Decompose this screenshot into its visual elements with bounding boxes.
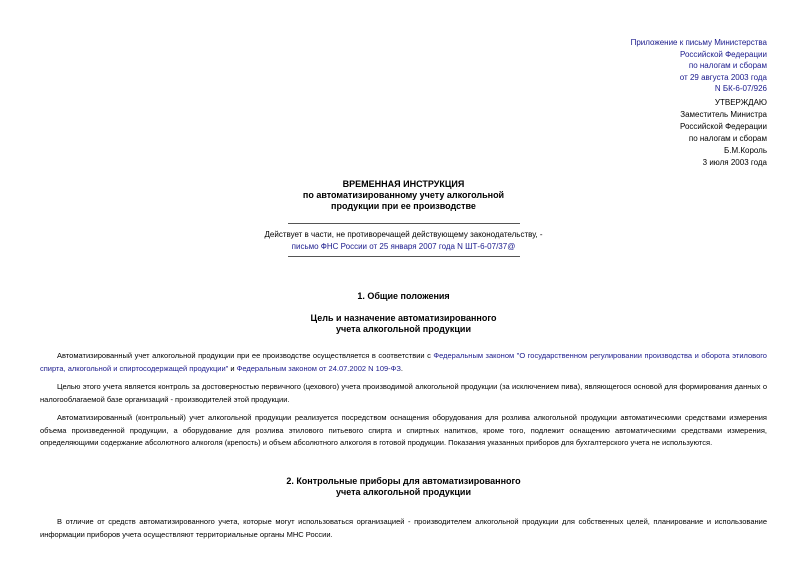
approval-line: УТВЕРЖДАЮ	[714, 98, 767, 107]
appendix-line: Приложение к письму Министерства	[630, 38, 767, 47]
heading-line: учета алкогольной продукции	[336, 487, 471, 497]
federal-law-link[interactable]: Федеральным законом "О государственном регулировании производства и оборота этилового спирта, алкогольной и спиртосодержащей продукции"	[40, 351, 767, 373]
section-1-heading: 1. Общие положения	[357, 291, 450, 301]
appendix-line: по налогам и сборам	[688, 61, 767, 70]
subheading-line: Цель и назначение автоматизированного	[310, 313, 497, 323]
appendix-line: от 29 августа 2003 года	[679, 72, 767, 82]
paragraph-2-1: В отличие от средств автоматизированного учета, которые могут использоваться организацией - производителем алкогольной продукции для собственных целей, планирование и использование информации приборов учета осуществляют территориальные органы МНС России.	[40, 517, 767, 539]
paragraph-text: и	[228, 363, 237, 373]
title-line: продукции при ее производстве	[331, 201, 476, 211]
divider-top	[288, 223, 520, 224]
appendix-line: N БК-6-07/926	[714, 84, 767, 93]
section-2-heading	[0, 476, 807, 498]
federal-law-109-link[interactable]: Федеральным законом от 24.07.2002 N 109-ФЗ	[236, 363, 401, 373]
paragraph-text: .	[400, 363, 403, 373]
status-note	[0, 229, 807, 253]
approval-line: Заместитель Министра	[680, 110, 767, 119]
approval-line: Российской Федерации	[680, 122, 767, 131]
appendix-reference[interactable]	[631, 37, 767, 95]
paragraph-1-2: Целью этого учета является контроль за достоверностью первичного (цехового) учета производимой алкогольной продукции (за исключением пива), являющегося основой для формирования данных о налогооблагаемой базе организаций - производителей этой продукции.	[40, 382, 767, 404]
paragraph-1-1	[40, 350, 767, 375]
approval-block	[680, 97, 767, 169]
section-1-subheading	[0, 313, 807, 335]
document-title	[0, 179, 807, 212]
approval-line: 3 июля 2003 года	[702, 158, 767, 167]
subheading-line: учета алкогольной продукции	[336, 324, 471, 334]
approval-line: Б.М.Король	[723, 146, 767, 155]
status-note-text: Действует в части, не противоречащей действующему законодательству, -	[264, 230, 543, 239]
title-line: по автоматизированному учету алкогольной	[302, 190, 505, 200]
approval-line: по налогам и сборам	[688, 134, 767, 143]
paragraph-1-3: Автоматизированный (контрольный) учет алкогольной продукции реализуется посредством оснащения оборудования для розлива алкогольной продукции автоматическими средствами измерения объема произведенной продукции, а оборудование для розлива этилового питьевого спирта и спиртных напитков, кроме того, подлежит оснащению автоматическими средствами измерения, определяющими содержание абсолютного алкоголя (крепость) и объем абсолютного алкоголя в готовой продукции. Показания указанных приборов для бухгалтерского учета не используются.	[40, 413, 767, 447]
heading-line: 2. Контрольные приборы для автоматизированного	[286, 476, 521, 486]
appendix-line: Российской Федерации	[680, 49, 767, 59]
paragraph-text: Автоматизированный учет алкогольной продукции при ее производстве осуществляется в соответствии с	[57, 351, 434, 360]
status-note-link[interactable]: письмо ФНС России от 25 января 2007 года N ШТ-6-07/37@	[291, 242, 516, 251]
divider-bottom	[288, 256, 520, 257]
title-line: ВРЕМЕННАЯ ИНСТРУКЦИЯ	[342, 179, 465, 189]
